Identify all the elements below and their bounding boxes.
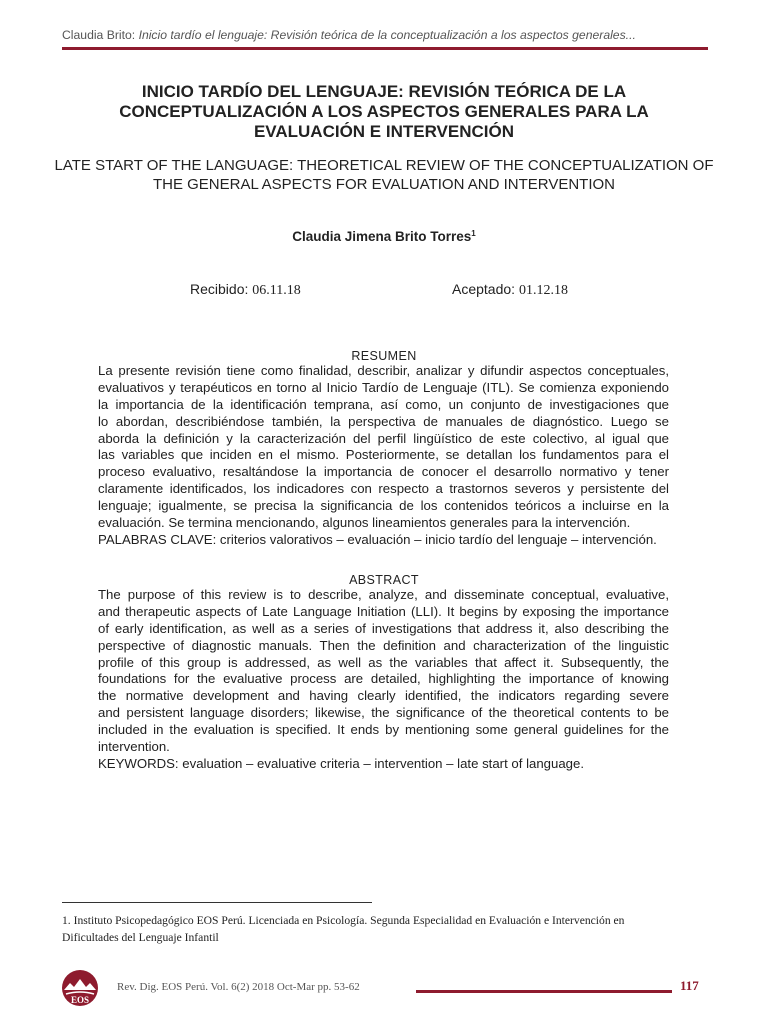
accepted-label: Aceptado: xyxy=(452,281,516,297)
accepted-value: 01.12.18 xyxy=(518,283,568,298)
resumen-line: aborda la definición y la caracterización del perfil lingüístico de este colectivo, al igual que xyxy=(98,430,669,446)
running-head-author: Claudia Brito xyxy=(62,28,132,42)
received-label: Recibido: xyxy=(190,281,249,297)
journal-reference: Rev. Dig. EOS Perú. Vol. 6(2) 2018 Oct-Mar pp. 53-62 xyxy=(117,981,360,993)
abstract-line: the normative development and having clearly identified, the indicators regarding severe xyxy=(98,688,669,704)
resumen-line: La presente revisión tiene como finalidad, describir, analizar y difundir aspectos conceptuales, xyxy=(98,363,669,378)
accepted-date xyxy=(452,281,568,299)
footnote-rule xyxy=(62,902,372,903)
abstract-heading: ABSTRACT xyxy=(349,573,419,587)
footnote-line: Dificultades del Lenguaje Infantil xyxy=(62,931,219,944)
received-value: 06.11.18 xyxy=(252,283,301,298)
title-es-line: EVALUACIÓN E INTERVENCIÓN xyxy=(253,122,515,141)
logo-text: EOS xyxy=(70,995,90,1005)
title-es-line: INICIO TARDÍO DEL LENGUAJE: REVISIÓN TEÓRICA DE LA xyxy=(141,82,627,101)
page-number: 117 xyxy=(680,978,699,993)
footnote xyxy=(62,912,722,946)
abstract-line: and therapeutic aspects of Late Language Initiation (LLI). It begins by exposing the importance xyxy=(98,603,669,619)
footer-rule xyxy=(416,990,672,993)
title-en-line: LATE START OF THE LANGUAGE: THEORETICAL REVIEW OF THE CONCEPTUALIZATION OF xyxy=(54,157,714,174)
running-head: Claudia Brito: Inicio tardío el lenguaje: Revisión teórica de la conceptualización a los aspectos generales... xyxy=(62,28,636,42)
header-rule xyxy=(62,47,708,50)
author-name xyxy=(0,229,768,244)
abstract-body xyxy=(98,587,669,773)
abstract-line: foundations for the evaluative process are detailed, highlighting the importance of knowing xyxy=(98,671,669,687)
title-es-line: CONCEPTUALIZACIÓN A LOS ASPECTOS GENERALES PARA LA xyxy=(119,102,649,121)
resumen-line: las variables que inciden en el mismo. Posteriormente, se detallan los fundamentos para el xyxy=(98,447,669,463)
abstract-keywords: KEYWORDS: evaluation – evaluative criteria – intervention – late start of language. xyxy=(98,755,584,771)
title-en-line: THE GENERAL ASPECTS FOR EVALUATION AND INTERVENTION xyxy=(152,176,616,193)
abstract-line: profile of this group is addressed, as well as the variables that affect it. Subsequently, the xyxy=(98,654,669,670)
resumen-line: evaluación. Se termina mencionando, algunos lineamientos generales para la intervención. xyxy=(98,515,631,531)
abstract-line: and persistent language disorders; likewise, the significance of the theoretical contents to be xyxy=(98,705,669,721)
abstract-line: included in the evaluation is specified. It ends by mentioning some general guidelines for the xyxy=(98,722,669,738)
resumen-line: proceso evaluativo, resaltándose la importancia de conocer el desarrollo normativo y tener xyxy=(98,464,669,480)
resumen-keywords: PALABRAS CLAVE: criterios valorativos – evaluación – inicio tardío del lenguaje – intervención. xyxy=(98,531,657,547)
abstract-line: of early identification, as well as a series of investigations that address it, also describing the xyxy=(98,620,669,636)
resumen-line: claramente identificados, los indicadores con respecto a trastornos severos y persistente del xyxy=(98,481,669,497)
resumen-line: lenguaje; igualmente, se precisa la significancia de los contenidos teóricos a incluirse en la xyxy=(98,498,669,514)
author-name-text: Claudia Jimena Brito Torres xyxy=(292,229,472,244)
journal-logo-icon xyxy=(60,968,100,1008)
article-title-spanish xyxy=(80,82,688,142)
resumen-heading: RESUMEN xyxy=(351,349,417,363)
abstract-line: intervention. xyxy=(98,739,170,755)
received-date xyxy=(190,281,301,299)
resumen-line: evaluativos y terapéuticos en torno al Inicio Tardío de Lenguaje (ITL). Se comienza exponiendo xyxy=(98,379,669,395)
footnote-line: 1. Instituto Psicopedagógico EOS Perú. Licenciada en Psicología. Segunda Especialidad en Evaluación e Intervención en xyxy=(62,914,625,927)
resumen-line: lo abordan, describiéndose también, la perspectiva de manuales de diagnóstico. Luego se xyxy=(98,413,669,429)
abstract-line: perspective of diagnostic manuals. Then the definition and characterization of the linguistic xyxy=(98,637,669,653)
running-head-title: Inicio tardío el lenguaje: Revisión teórica de la conceptualización a los aspectos generales... xyxy=(138,28,636,42)
resumen-line: la importancia de la identificación temprana, así como, un conjunto de investigaciones que xyxy=(98,396,669,412)
article-title-english xyxy=(50,156,718,194)
resumen-body xyxy=(98,363,669,549)
author-footnote-mark: 1 xyxy=(471,229,476,238)
abstract-line: The purpose of this review is to describe, analyze, and disseminate conceptual, evaluative, xyxy=(98,587,669,602)
